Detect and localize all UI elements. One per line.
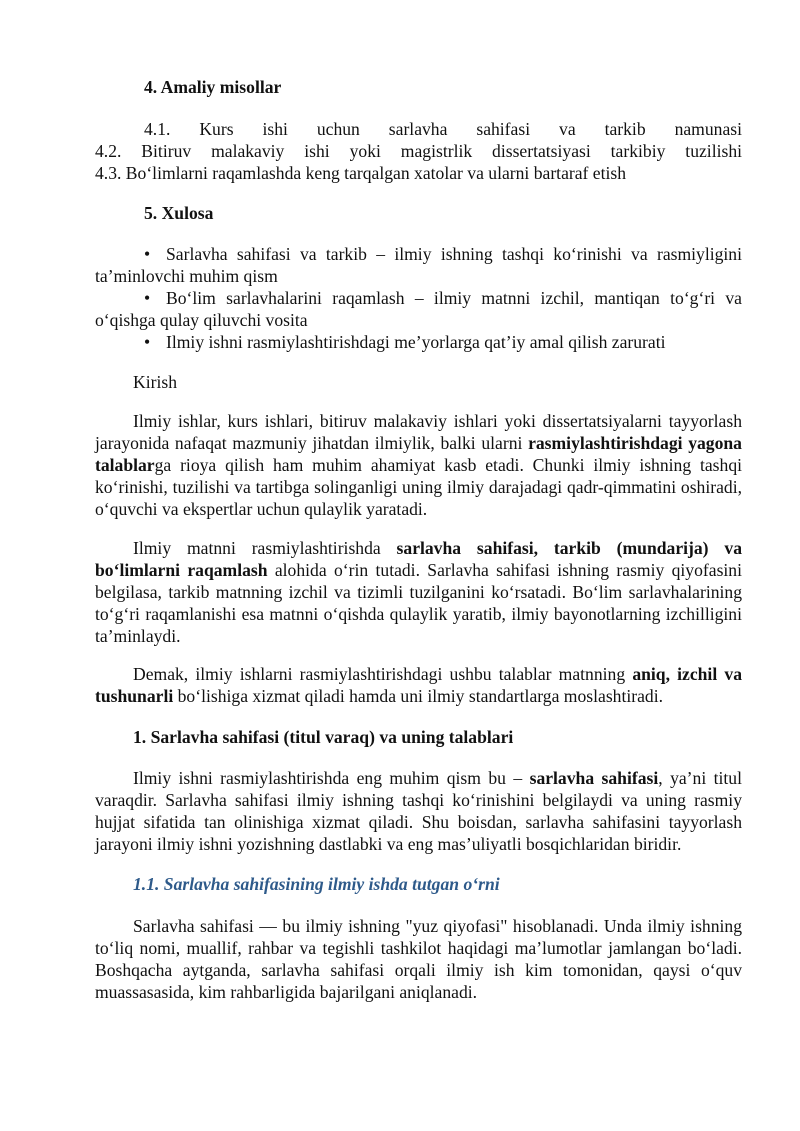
bullet-icon: • bbox=[144, 288, 151, 308]
bullet-item: • Sarlavha sahifasi va tarkib – ilmiy ishning tashqi ko‘rinishi va rasmiyligini ta’minlovchi muhim qism bbox=[95, 244, 742, 286]
sec4-item-2: 4.2. Bitiruv malakaviy ishi yoki magistrlik dissertatsiyasi tarkibiy tuzilishi bbox=[95, 141, 742, 161]
paragraph-2: Ilmiy matnni rasmiylashtirishda sarlavha sahifasi, tarkib (mundarija) va bo‘limlarni raqamlash alohida o‘rin tutadi. Sarlavha sahifasi ishning rasmiy qiyofasini belgilasa, tarkib matnning izchil va tizimli tuzilganini ko‘rsatadi. Bo‘lim sarlavhalarining to‘g‘ri raqamlanishi esa matnni o‘qishda qulaylik yaratib, ilmiy bayonotlarning izchilligini ta’minlaydi. bbox=[95, 538, 742, 646]
subsection-1-1-heading: 1.1. Sarlavha sahifasining ilmiy ishda tutgan o‘rni bbox=[133, 874, 500, 894]
sec4-item-1: 4.1. Kurs ishi uchun sarlavha sahifasi va tarkib namunasi bbox=[144, 119, 742, 139]
section-4-heading: 4. Amaliy misollar bbox=[144, 77, 282, 97]
bullet-icon: • bbox=[144, 244, 151, 264]
bullet-icon: • bbox=[144, 332, 151, 352]
section-5-heading: 5. Xulosa bbox=[144, 203, 214, 223]
paragraph-4: Ilmiy ishni rasmiylashtirishda eng muhim qism bu – sarlavha sahifasi, ya’ni titul varaqdir. Sarlavha sahifasi ilmiy ishning tashqi ko‘rinishini belgilaydi va uning rasmiy hujjat sifatida tan olinishiga xizmat qiladi. Shu boisdan, sarlavha sahifasini tayyorlash jarayoni ilmiy ishni yozishning dastlabki va eng mas’uliyatli bosqichlaridan biridir. bbox=[95, 768, 742, 854]
sec4-item-3: 4.3. Bo‘limlarni raqamlashda keng tarqalgan xatolar va ularni bartaraf etish bbox=[95, 163, 627, 183]
paragraph-3: Demak, ilmiy ishlarni rasmiylashtirishdagi ushbu talablar matnning aniq, izchil va tushunarli bo‘lishiga xizmat qiladi hamda uni ilmiy standartlarga moslashtiradi. bbox=[95, 664, 742, 706]
paragraph-1: Ilmiy ishlar, kurs ishlari, bitiruv malakaviy ishlari yoki dissertatsiyalarni tayyorlash jarayonida nafaqat mazmuniy jihatdan ilmiylik, balki ularni rasmiylashtirishdagi yagona talablarga rioya qilish ham muhim ahamiyat kasb etadi. Chunki ilmiy ishning tashqi ko‘rinishi, tuzilishi va tartibga solinganligi uning ilmiy darajadagi qadr-qimmatini oshiradi, o‘quvchi va ekspertlar uchun qulaylik yaratadi. bbox=[95, 411, 742, 519]
section-1-heading: 1. Sarlavha sahifasi (titul varaq) va uning talablari bbox=[133, 727, 514, 747]
bullet-item: • Ilmiy ishni rasmiylashtirishdagi me’yorlarga qat’iy amal qilish zarurati bbox=[144, 332, 666, 352]
intro-heading: Kirish bbox=[133, 372, 177, 392]
paragraph-5: Sarlavha sahifasi — bu ilmiy ishning "yuz qiyofasi" hisoblanadi. Unda ilmiy ishning to‘liq nomi, muallif, rahbar va tegishli tashkilot haqidagi ma’lumotlar jamlangan bo‘ladi. Boshqacha aytganda, sarlavha sahifasi orqali ilmiy ish kim tomonidan, qaysi o‘quv muassasasida, kim rahbarligida bajarilgani aniqlanadi. bbox=[95, 916, 742, 1002]
bullet-item: • Bo‘lim sarlavhalarini raqamlash – ilmiy matnni izchil, mantiqan to‘g‘ri va o‘qishga qulay qiluvchi vosita bbox=[95, 288, 742, 330]
